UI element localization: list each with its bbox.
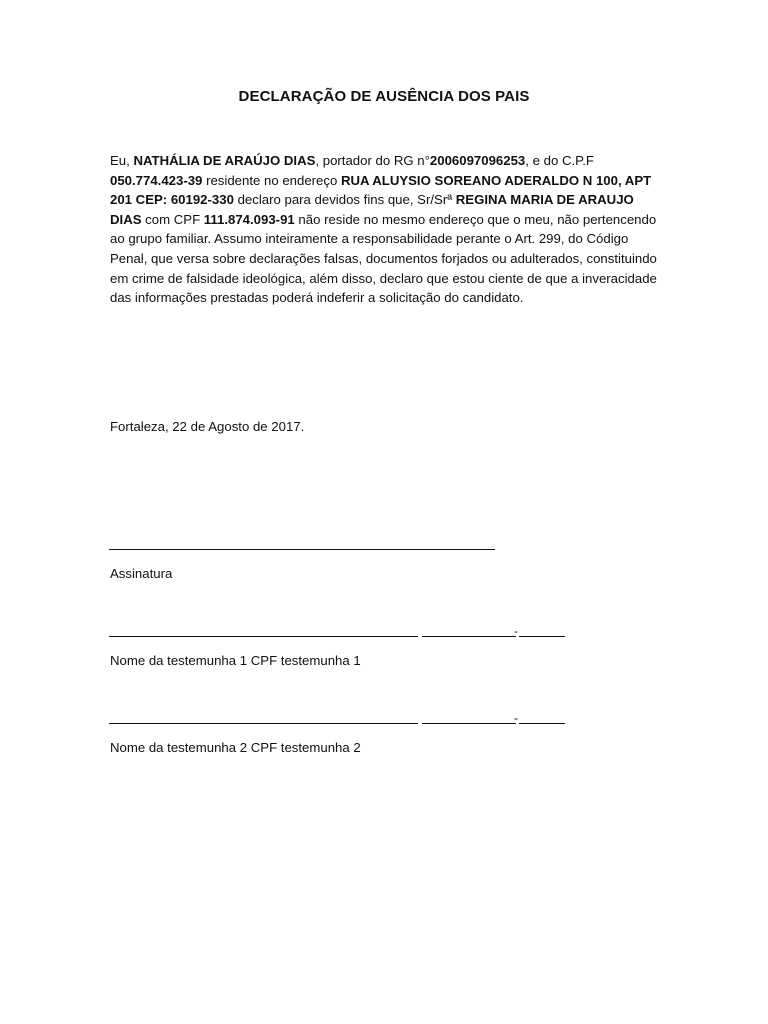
- declaration-text: [110, 151, 665, 308]
- date-line: Fortaleza, 22 de Agosto de 2017.: [110, 419, 305, 434]
- declaration-paragraph: [110, 151, 665, 308]
- text-intro: Eu,: [110, 153, 134, 168]
- text-cpf-other-prefix: com CPF: [141, 211, 204, 227]
- text-address-prefix: residente no endereço: [202, 172, 341, 188]
- document-title: DECLARAÇÃO DE AUSÊNCIA DOS PAIS: [238, 88, 530, 105]
- witness1-label: Nome da testemunha 1 CPF testemunha 1: [110, 653, 361, 668]
- other-person-cpf: 111.874.093-91: [203, 211, 295, 227]
- witness2-name-line: [109, 723, 418, 724]
- witness2-cpf-line-a: [422, 723, 516, 724]
- declarant-address: RUA ALUYSIO SOREANO ADERALDO N 100, APT 201 CEP: 60192-330: [110, 172, 652, 208]
- witness1-name-line: [109, 636, 418, 637]
- text-declaration-body: não reside no mesmo endereço que o meu, não pertencendo ao grupo familiar. Assumo inteiramente a responsabilidade perante o Art. 299, do Código Penal, que versa sobre declarações falsas, documentos forjados ou adulterados, constituindo em crime de falsidade ideológica, além disso, declaro que estou ciente de que a inveracidade das informações prestadas poderá indeferir a solicitação do candidato.: [110, 211, 657, 306]
- witness1-cpf-line-a: [422, 636, 516, 637]
- witness2-label: Nome da testemunha 2 CPF testemunha 2: [110, 740, 361, 755]
- declarant-cpf: 050.774.423-39: [110, 172, 203, 188]
- signature-label: Assinatura: [110, 566, 173, 581]
- witness2-cpf-separator: -: [514, 711, 518, 725]
- declarant-name: NATHÁLIA DE ARAÚJO DIAS: [133, 153, 316, 168]
- signature-line: [109, 549, 495, 550]
- text-declaro: declaro para devidos fins que, Sr/Srª: [233, 192, 456, 208]
- other-person-name: REGINA MARIA DE ARAUJO DIAS: [110, 192, 634, 227]
- declarant-rg: 2006097096253: [429, 153, 526, 168]
- witness1-cpf-separator: -: [514, 624, 518, 638]
- text-cpf-prefix: , e do C.P.F: [525, 153, 594, 168]
- witness2-cpf-line-b: [519, 723, 565, 724]
- text-rg-prefix: , portador do RG n°: [315, 153, 430, 168]
- witness1-cpf-line-b: [519, 636, 565, 637]
